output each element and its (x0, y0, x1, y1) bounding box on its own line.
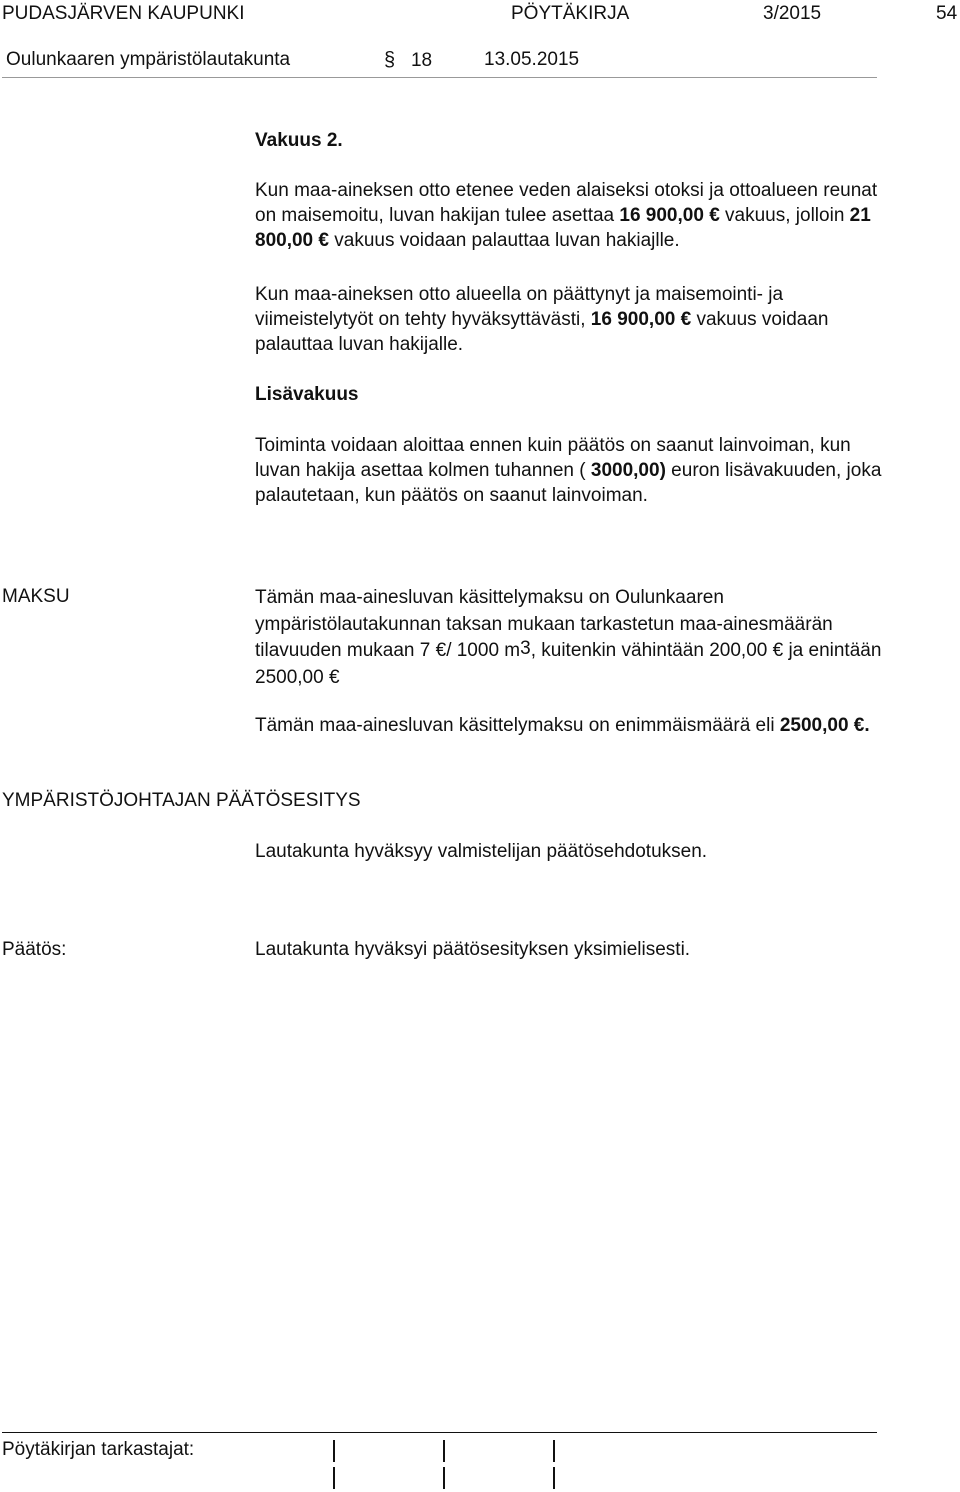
reviewers-label: Pöytäkirjan tarkastajat: (2, 1439, 195, 1460)
maksu-paragraph-1: Tämän maa-ainesluvan käsittelymaksu on Oulunkaaren ympäristölautakunnan taksan mukaan tarkastetun maa-ainesmäärän tilavuuden mukaan 7 €/ 1000 $m^3$, kuitenkin vähintään 200,00 € ja enintään 2500,00 € (255, 587, 882, 688)
decision-text: Lautakunta hyväksyi päätösesityksen yksimielisesti. (255, 939, 691, 960)
vakuus2-paragraph-1: Kun maa-aineksen otto etenee veden alaiseksi otoksi ja ottoalueen reunat on maisemoitu, luvan hakijan tulee asettaa 16 900,00 € vakuus, jolloin 21 800,00 € vakuus voidaan palauttaa luvan hakiajlle. (255, 180, 878, 251)
proposal-text: Lautakunta hyväksyy valmistelijan päätösehdotuksen. (255, 841, 708, 862)
signature-field-5 (443, 1467, 445, 1489)
maksu-label: MAKSU (2, 586, 70, 607)
signature-field-1 (333, 1440, 335, 1462)
vakuus2-heading: Vakuus 2. (255, 130, 343, 151)
page-number: 54 (936, 3, 958, 24)
proposal-label: YMPÄRISTÖJOHTAJAN PÄÄTÖSESITYS (2, 790, 361, 811)
decision-label: Päätös: (2, 939, 67, 960)
document-number: 3/2015 (763, 3, 822, 24)
lisavakuus-paragraph: Toiminta voidaan aloittaa ennen kuin päätös on saanut lainvoiman, kun luvan hakija asettaa kolmen tuhannen ( 3000,00) euron lisävakuuden, joka palautetaan, kun päätös on saanut lainvoiman. (255, 435, 882, 506)
section-sign: § (384, 49, 396, 71)
signature-field-6 (553, 1467, 555, 1489)
cubic-superscript: 3 (520, 638, 531, 659)
lisavakuus-heading: Lisävakuus (255, 384, 359, 405)
footer-divider (2, 1432, 877, 1433)
meeting-date: 13.05.2015 (484, 49, 580, 70)
vakuus2-paragraph-2: Kun maa-aineksen otto alueella on päättynyt ja maisemointi- ja viimeistelytyöt on tehty hyväksyttävästi, 16 900,00 € vakuus voidaan palauttaa luvan hakijalle. (255, 284, 829, 355)
document-type: PÖYTÄKIRJA (511, 3, 630, 24)
amount-16900-release: 16 900,00 € (590, 309, 692, 330)
amount-16900: 16 900,00 € (619, 205, 720, 226)
signature-field-2 (443, 1440, 445, 1462)
amount-3000: 3000,00) (590, 460, 666, 481)
amount-21800: 21 800,00 € (255, 205, 871, 251)
section-number: 18 (410, 50, 433, 71)
maksu-paragraph-2: Tämän maa-ainesluvan käsittelymaksu on enimmäismäärä eli 2500,00 €. (255, 715, 870, 736)
signature-field-4 (333, 1467, 335, 1489)
signature-field-3 (553, 1440, 555, 1462)
amount-2500: 2500,00 €. (779, 715, 870, 736)
organization-name: PUDASJÄRVEN KAUPUNKI (2, 3, 245, 24)
header-divider (2, 77, 877, 78)
section-reference (384, 48, 432, 73)
committee-name: Oulunkaaren ympäristölautakunta (6, 49, 291, 70)
